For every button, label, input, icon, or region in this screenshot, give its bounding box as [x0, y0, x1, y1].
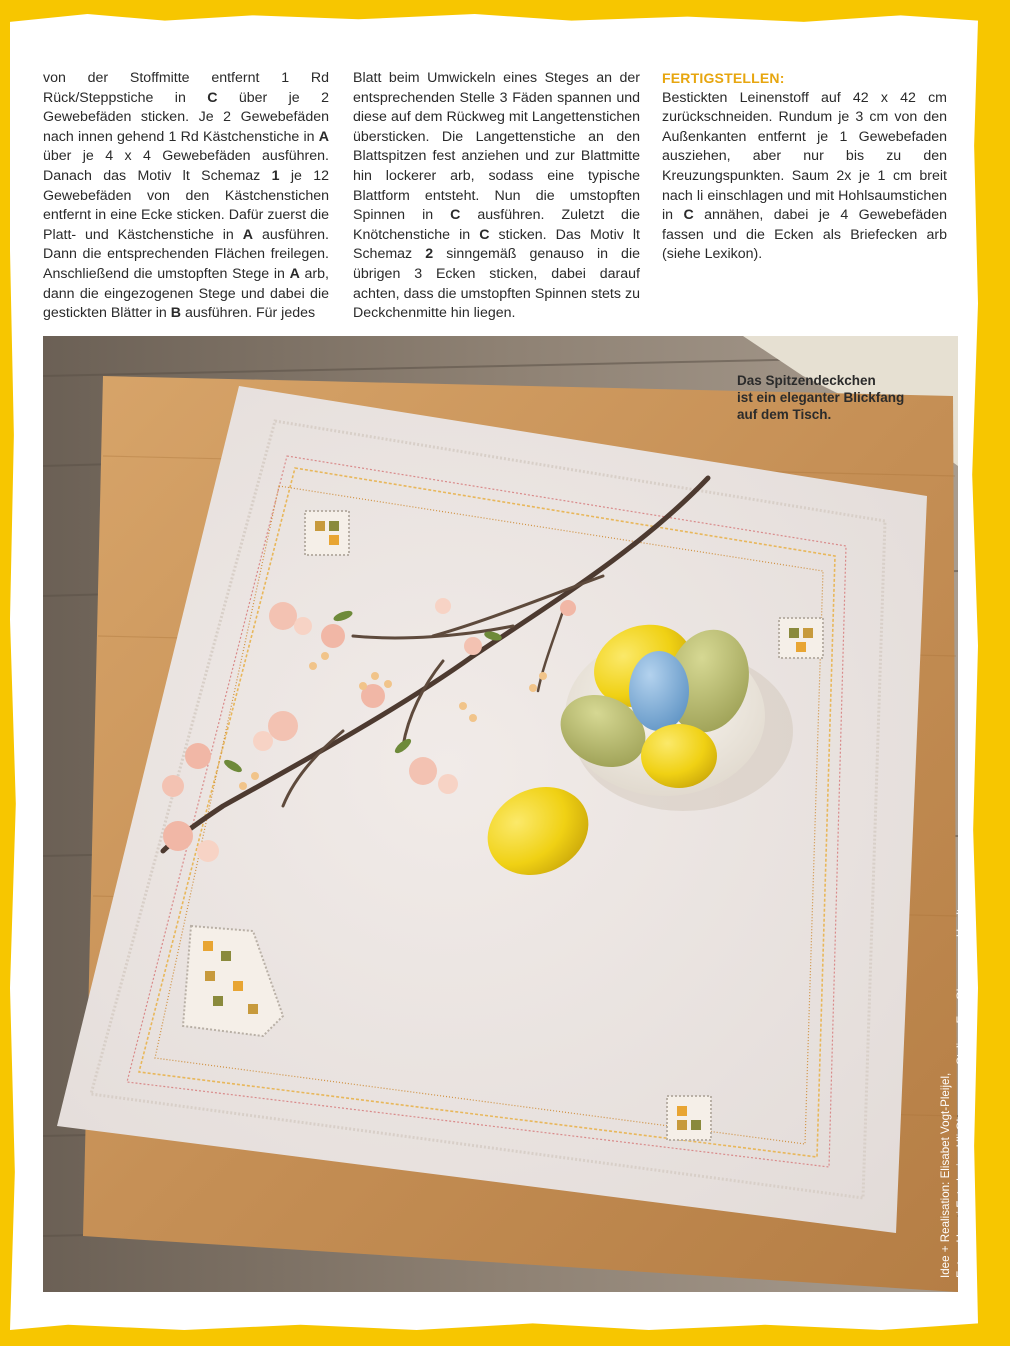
corner-motif-bottom-right — [667, 1096, 711, 1140]
corner-motif-top-left — [305, 511, 349, 555]
corner-motif-top-right — [779, 618, 823, 658]
column-1-paragraph: von der Stoffmitte entfernt 1 Rd Rück/Steppstiche in C über je 2 Gewebefäden sticken. Je 2 Gewebefäden nach innen gehend 1 Rd Kästchenstiche in A über je 4 x 4 Gewebefäden ausführen. Danach das Motiv lt Schemaz 1 je 12 Gewebefäden von den Kästchenstichen entfernt in eine Ecke sticken. Dafür zuerst die Platt- und Kästchenstiche in A ausführen. Dann die entsprechenden Flächen freilegen. Anschließend die umstopften Stege in A arb, dann die eingezogenen Stege und dabei die gestickten Blätter in B ausführen. Für jedes — [43, 70, 329, 322]
photo-illustration — [43, 336, 958, 1292]
photo-caption: Das Spitzendeckchen ist ein eleganter Blickfang auf dem Tisch. — [737, 373, 905, 422]
text-column-3 — [662, 69, 947, 265]
section-heading: FERTIGSTELLEN: — [662, 70, 785, 86]
text-column-1 — [43, 69, 329, 324]
column-3-paragraph: Bestickten Leinenstoff auf 42 x 42 cm zurückschneiden. Rundum je 3 cm von den Außenkanten entfernt je 1 Gewebefaden ausziehen, aber nur bis zu den Kreuzungspunkten. Saum 2x je 1 cm breit nach li einschlagen und mit Hohlsaumstichen in C annähen, dabei je 4 Gewebefäden fassen und die Ecken als Briefecken arb (siehe Lexikon). — [662, 89, 947, 263]
text-column-2 — [353, 69, 640, 324]
column-2-paragraph: Blatt beim Umwickeln eines Steges an der entsprechenden Stelle 3 Fäden spannen und diese auf dem Rückweg mit Langettenstichen übersticken. Die Langettenstiche an den Blattspitzen fest anziehen und zur Blattmitte hin lockerer arb, sodass eine typische Blattform entsteht. Nun die umstopften Spinnen in C ausführen. Zuletzt die Knötchenstiche in C sticken. Das Motiv lt Schemaz 2 sinngemäß genauso in die übrigen 3 Ecken sticken, dabei darauf achten, dass die umstopften Spinnen stets zu Deckchenmitte hin liegen. — [353, 70, 640, 322]
doily-photo — [43, 336, 958, 1292]
photo-credits: Idee + Realisation: Elisabet Vogt-Pleijel, Fotos: Uzwei Fotodesign Uli Glasemann, Styling: Eva Glasemann-Hardt — [939, 908, 968, 1278]
